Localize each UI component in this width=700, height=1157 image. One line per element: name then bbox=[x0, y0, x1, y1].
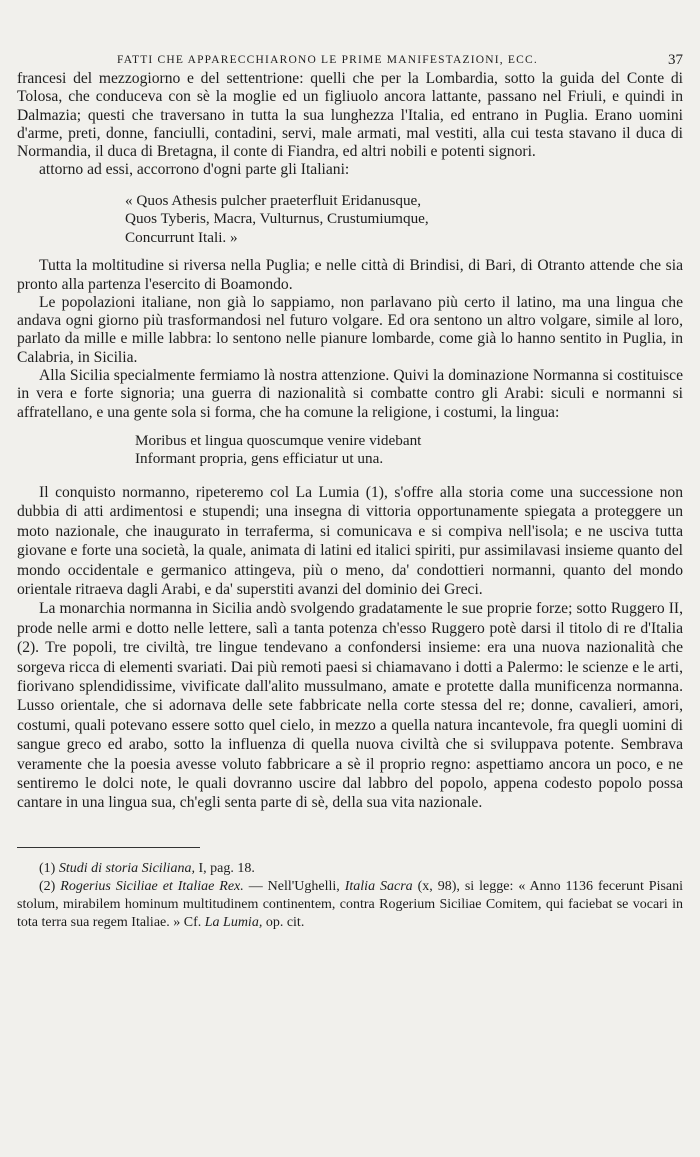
running-title: FATTI CHE APPARECCHIARONO LE PRIME MANIFESTAZIONI, ECC. bbox=[117, 54, 538, 66]
main-text bbox=[17, 70, 683, 813]
quote-line: Quos Tyberis, Macra, Vulturnus, Crustumiumque, bbox=[125, 210, 429, 228]
footnote-divider bbox=[17, 847, 200, 848]
quote-line: Moribus et lingua quoscumque venire videbant bbox=[135, 431, 422, 449]
footnote-author: La Lumia, bbox=[204, 914, 263, 930]
footnote-quote: « Anno 1136 fecerunt Pisani stolum, mirabilem hominum multitudinem continentem, contra Rogerium Siciliae Comitem, qui faciebat se vocari in tota terra sua regem Italiae. » Cf. bbox=[17, 878, 684, 930]
book-page bbox=[17, 52, 683, 932]
quote-line: Concurrunt Itali. » bbox=[125, 228, 238, 246]
footnote-text: op. cit. bbox=[265, 914, 305, 930]
footnote-title: Studi di storia Siciliana, bbox=[58, 860, 195, 876]
quote-line: « Quos Athesis pulcher praeterfluit Eridanusque, bbox=[125, 191, 422, 209]
paragraph-3: Le popolazioni italiane, non già lo sappiamo, non parlavano più certo il latino, ma una lingua che andava ogni giorno più trasformandosi nel futuro volgare. Ed ora sentono un altro volgare, simile al loro, parlato da mille e mille labbra: lo sentono nelle pianure lombarde, come già lo hanno sentito in Puglia, in Calabria, in Sicilia. bbox=[17, 293, 683, 366]
footnote-text: I, pag. 18. bbox=[198, 860, 255, 876]
paragraph-2: Tutta la moltitudine si riversa nella Puglia; e nelle città di Brindisi, di Bari, di Otranto attende che sia pronto alla partenza l'esercito di Boamondo. bbox=[17, 257, 683, 293]
paragraph-1b: attorno ad essi, accorrono d'ogni parte gli Italiani: bbox=[39, 161, 350, 179]
footnote-text: (x, 98), si legge: bbox=[417, 878, 514, 894]
footnote-2 bbox=[17, 878, 683, 932]
quote-line: Informant propria, gens efficiatur ut una. bbox=[135, 450, 384, 468]
footnote-work: Italia Sacra bbox=[344, 878, 413, 894]
paragraph-5: Il conquisto normanno, ripeteremo col La Lumia (1), s'offre alla storia come una successione non dubbia di atti ardimentosi e stupendi; una insegna di vittoria opportunamente spiegata a proteggere un moto nazionale, che inaugurato in terraferma, si comunicava e si compiva nell'isola; e ne usciva tutta giovane e forte una società, la quale, animata di latini ed italici spiriti, pur assimilavasi insieme quanto del mondo occidentale e germanico attingeva, più o meno, da' condottieri normanni, quanto del mondo orientale ritraeva dagli Arabi, e da' superstiti avanzi del dominio dei Greci. bbox=[17, 483, 683, 598]
footnote-title: Rogerius Siciliae et Italiae Rex. bbox=[60, 878, 244, 894]
page-number: 37 bbox=[668, 52, 683, 68]
footnote-1 bbox=[17, 860, 683, 878]
latin-quote-2 bbox=[135, 432, 683, 469]
latin-quote-1 bbox=[125, 192, 683, 248]
footnotes bbox=[17, 860, 683, 932]
paragraph-4: Alla Sicilia specialmente fermiamo là nostra attenzione. Quivi la dominazione Normanna si costituisce in vera e forte signoria; una guerra di nazionalità si combatte contro gli Arabi: siculi e normanni si affratellano, e una gente sola si forma, che ha comune la religione, i costumi, la lingua: bbox=[17, 367, 683, 421]
paragraph-6: La monarchia normanna in Sicilia andò svolgendo gradatamente le sue proprie forze; sotto Ruggero II, prode nelle armi e dotto nelle lettere, salì a tanta potenza ch'esso Ruggero potè darsi il titolo di re d'Italia (2). Tre popoli, tre civiltà, tre lingue tendevano a confondersi insieme: era una nuova nazionalità che sorgeva ricca di elementi svariati. Dai più remoti paesi si chiamavano i dotti a Palermo: le scienze e le arti, fiorivano splendidissime, vivificate dall'alito mussulmano, amate e protette dalla munificenza normanna. Lusso orientale, che si adornava delle sete fabbricate nella corte stessa del re; donne, cavalieri, amori, costumi, quali potevano essere sotto quel cielo, in mezzo a quella natura incantevole, fra quegli uomini di sangue greco ed arabo, sotto la influenza di quella nuova civiltà che si sviluppava potente. Sembrava veramente che la poesia avesse voluto fabbricare a sè il proprio regno: aspettiamo ancora un poco, e ne sentiremo le dolci note, le quali dovranno uscire dal labbro del popolo, appena codesto popolo possa cantare in una lingua sua, ch'egli senta parte di sè, della sua vita nazionale. bbox=[17, 600, 683, 812]
paragraph-1: francesi del mezzogiorno e del settentrione: quelli che per la Lombardia, sotto la guida del Conte di Tolosa, che conduceva con sè la moglie ed un figliuolo ancora lattante, passano nel Friuli, e quindi in Dalmazia; questi che traversano in tutta la sua lunghezza l'Italia, ed entrano in Puglia. Erano uomini d'arme, preti, donne, fanciulli, contadini, servi, male armati, mal vestiti, alla cui testa stavano il duca di Normandia, il duca di Bretagna, il conte di Fiandra, ed altri nobili e potenti signori. bbox=[17, 70, 683, 161]
running-head bbox=[17, 52, 683, 70]
footnote-number: (1) bbox=[39, 860, 56, 876]
footnote-text: — Nell'Ughelli, bbox=[248, 878, 340, 894]
main-text-second-section bbox=[17, 483, 683, 813]
footnote-number: (2) bbox=[39, 878, 56, 894]
